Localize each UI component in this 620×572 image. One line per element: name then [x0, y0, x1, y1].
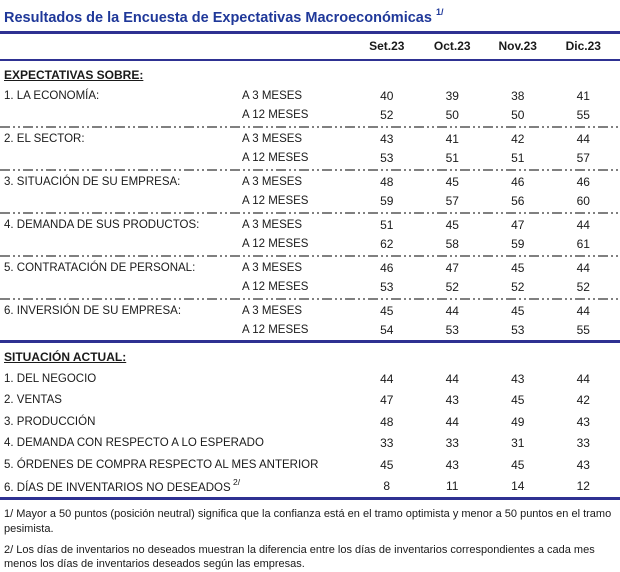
item-label: 2. EL SECTOR:	[4, 132, 85, 145]
value-cell: 45	[445, 217, 459, 232]
value-cell: 53	[380, 280, 394, 295]
horizon-label: A 3 MESES	[242, 132, 303, 145]
table-row	[4, 258, 616, 278]
footnote-1-marker: 1/	[4, 507, 14, 520]
footnote-2	[4, 543, 614, 572]
table-row	[4, 148, 616, 168]
dash-separator	[0, 126, 620, 128]
item-label: 3. PRODUCCIÓN	[4, 415, 96, 428]
value-cell: 55	[576, 323, 590, 338]
column-header-dic23: Dic.23	[565, 39, 601, 54]
table-row	[4, 454, 616, 476]
value-cell: 53	[380, 151, 394, 166]
footnote-1-text: Mayor a 50 puntos (posición neutral) significa que la confianza está en el tramo optimista y menor a 50 puntos en el tramo pesimista.	[4, 507, 612, 535]
dash-separator	[0, 298, 620, 300]
dash-separator	[0, 212, 620, 214]
value-cell: 54	[380, 323, 394, 338]
horizon-label: A 12 MESES	[242, 324, 309, 337]
value-cell: 45	[445, 174, 459, 189]
value-cell: 40	[380, 88, 394, 103]
horizon-label: A 3 MESES	[242, 261, 303, 274]
table-row	[4, 389, 616, 411]
section-heading-expectativas: EXPECTATIVAS SOBRE:	[4, 67, 144, 82]
horizon-label: A 12 MESES	[242, 195, 309, 208]
value-cell: 43	[380, 131, 394, 146]
value-cell: 41	[576, 88, 590, 103]
value-cell: 48	[380, 414, 394, 429]
item-label: 4. DEMANDA DE SUS PRODUCTOS:	[4, 218, 200, 231]
value-cell: 38	[511, 88, 525, 103]
value-cell: 11	[446, 479, 459, 494]
value-cell: 41	[445, 131, 459, 146]
value-cell: 44	[445, 414, 459, 429]
horizon-label: A 12 MESES	[242, 238, 309, 251]
footnote-1	[4, 507, 614, 537]
value-cell: 46	[380, 260, 394, 275]
value-cell: 62	[380, 237, 394, 252]
dash-separator	[0, 255, 620, 257]
value-cell: 42	[576, 393, 590, 408]
situation-rows	[0, 368, 620, 497]
value-cell: 59	[511, 237, 525, 252]
value-cell: 49	[511, 414, 525, 429]
value-cell: 33	[445, 436, 459, 451]
value-cell: 45	[511, 457, 525, 472]
value-cell: 58	[445, 237, 459, 252]
value-cell: 57	[445, 194, 459, 209]
table-row	[4, 368, 616, 390]
column-header-nov23: Nov.23	[498, 39, 537, 54]
horizon-label: A 3 MESES	[242, 304, 303, 317]
value-cell: 46	[511, 174, 525, 189]
value-cell: 43	[511, 371, 525, 386]
value-cell: 43	[445, 457, 459, 472]
value-cell: 43	[576, 414, 590, 429]
value-cell: 47	[445, 260, 459, 275]
value-cell: 50	[445, 108, 459, 123]
item-label: 6. INVERSIÓN DE SU EMPRESA:	[4, 304, 182, 317]
horizon-label: A 3 MESES	[242, 175, 303, 188]
table-row	[4, 129, 616, 149]
row-footnote-marker: 2/	[230, 477, 241, 488]
table-row	[4, 475, 616, 497]
page-title-text: Resultados de la Encuesta de Expectativas Macroeconómicas	[4, 9, 432, 26]
footnote-2-text: Los días de inventarios no deseados muestran la diferencia entre los días de inventarios correspondientes a cada mes menos los días de inventarios deseados según las empresas.	[4, 543, 595, 571]
value-cell: 59	[380, 194, 394, 209]
value-cell: 44	[380, 371, 394, 386]
value-cell: 47	[511, 217, 525, 232]
table-row	[4, 215, 616, 235]
value-cell: 50	[511, 108, 525, 123]
horizon-label: A 3 MESES	[242, 218, 303, 231]
table-row	[4, 320, 616, 340]
value-cell: 33	[576, 436, 590, 451]
value-cell: 56	[511, 194, 525, 209]
table-row	[4, 234, 616, 254]
footnotes	[0, 507, 620, 572]
value-cell: 12	[576, 479, 590, 494]
horizon-label: A 3 MESES	[242, 89, 303, 102]
value-cell: 51	[380, 217, 394, 232]
item-label: 2. VENTAS	[4, 394, 62, 407]
value-cell: 44	[445, 303, 459, 318]
value-cell: 44	[576, 217, 590, 232]
value-cell: 55	[576, 108, 590, 123]
dash-separator	[0, 169, 620, 171]
value-cell: 42	[511, 131, 525, 146]
item-label: 5. CONTRATACIÓN DE PERSONAL:	[4, 261, 196, 274]
value-cell: 52	[380, 108, 394, 123]
page-title	[0, 4, 620, 27]
horizon-label: A 12 MESES	[242, 281, 309, 294]
value-cell: 52	[445, 280, 459, 295]
item-label: 6. DÍAS DE INVENTARIOS NO DESEADOS $^{2/}$	[4, 477, 241, 494]
value-cell: 47	[380, 393, 394, 408]
value-cell: 52	[511, 280, 525, 295]
value-cell: 33	[380, 436, 394, 451]
horizon-label: A 12 MESES	[242, 109, 309, 122]
item-label: 1. DEL NEGOCIO	[4, 372, 97, 385]
value-cell: 43	[576, 457, 590, 472]
table-row	[4, 86, 616, 106]
item-label: 3. SITUACIÓN DE SU EMPRESA:	[4, 175, 181, 188]
value-cell: 51	[445, 151, 459, 166]
value-cell: 44	[576, 303, 590, 318]
expectations-rows	[0, 86, 620, 340]
column-header-row	[4, 34, 616, 59]
value-cell: 31	[511, 436, 525, 451]
value-cell: 45	[511, 303, 525, 318]
value-cell: 45	[511, 393, 525, 408]
value-cell: 53	[511, 323, 525, 338]
value-cell: 39	[445, 88, 459, 103]
value-cell: 14	[511, 479, 525, 494]
column-header-oct23: Oct.23	[433, 39, 471, 54]
table-row	[4, 301, 616, 321]
value-cell: 57	[576, 151, 590, 166]
value-cell: 45	[380, 303, 394, 318]
table-row	[4, 172, 616, 192]
value-cell: 44	[445, 371, 459, 386]
header-rule	[0, 59, 620, 61]
value-cell: 45	[511, 260, 525, 275]
value-cell: 46	[576, 174, 590, 189]
item-label: 5. ÓRDENES DE COMPRA RESPECTO AL MES ANTERIOR	[4, 458, 319, 471]
value-cell: 8	[383, 479, 391, 494]
value-cell: 53	[445, 323, 459, 338]
horizon-label: A 12 MESES	[242, 152, 309, 165]
item-label: 1. LA ECONOMÍA:	[4, 89, 100, 102]
value-cell: 61	[576, 237, 590, 252]
value-cell: 44	[576, 260, 590, 275]
value-cell: 43	[445, 393, 459, 408]
value-cell: 44	[576, 131, 590, 146]
item-label: 4. DEMANDA CON RESPECTO A LO ESPERADO	[4, 437, 264, 450]
table-row	[4, 411, 616, 433]
value-cell: 52	[576, 280, 590, 295]
table-row	[4, 191, 616, 211]
mid-rule	[0, 340, 620, 343]
value-cell: 45	[380, 457, 394, 472]
value-cell: 44	[576, 371, 590, 386]
title-footnote-marker: 1/	[435, 7, 444, 17]
value-cell: 48	[380, 174, 394, 189]
column-header-set23: Set.23	[369, 39, 405, 54]
value-cell: 51	[511, 151, 525, 166]
value-cell: 60	[576, 194, 590, 209]
table-row	[4, 277, 616, 297]
footnote-2-marker: 2/	[4, 543, 14, 556]
table-row	[4, 105, 616, 125]
section-heading-situacion-actual: SITUACIÓN ACTUAL:	[4, 349, 127, 364]
bottom-rule	[0, 497, 620, 500]
table-row	[4, 432, 616, 454]
